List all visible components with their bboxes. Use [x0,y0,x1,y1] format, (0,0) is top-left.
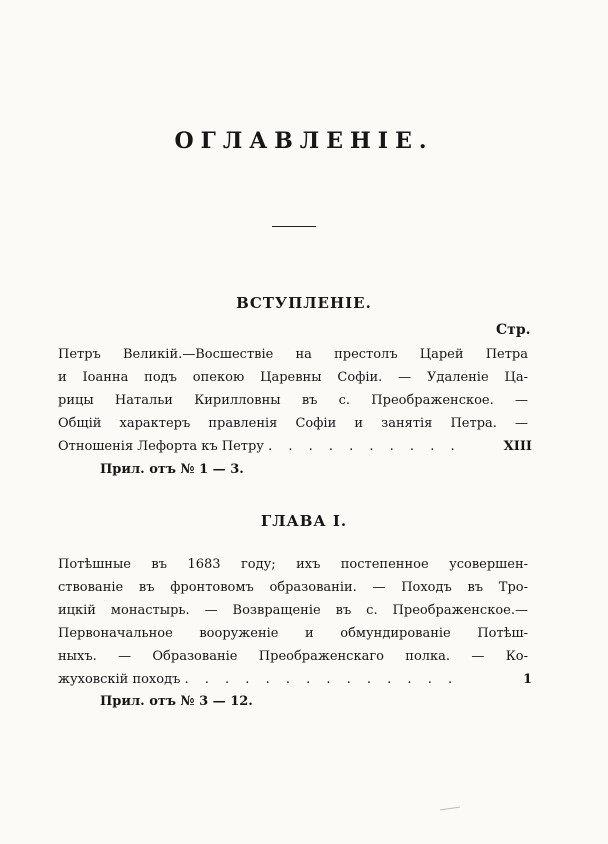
toc-entry-last-line [58,435,532,458]
section-heading-chapter-1: ГЛАВА І. [260,512,348,530]
toc-entry-line: Отношенія Лефорта къ Петру [58,439,264,454]
toc-entry-line: Потѣшные въ 1683 году; ихъ постепенное усовершен- [58,557,528,572]
appendix-reference: Прил. отъ № 1 — 3. [100,462,244,477]
scan-mark [440,807,460,811]
section-heading-introduction: ВСТУПЛЕНІЕ. [236,294,372,312]
page-column-label: Стр. [496,322,531,338]
toc-page-number: XIII [503,439,532,454]
toc-entry-chapter-1 [58,553,532,691]
leader-dots: . . . . . . . . . . . . . . [184,672,459,687]
toc-entry-line: ныхъ. — Образованіе Преображенскаго полка. — Ко- [58,649,528,664]
leader-dots: . . . . . . . . . . [268,439,461,454]
toc-entry-line: и Іоанна подъ опекою Царевны Софіи. — Удаленіе Ца- [58,370,528,385]
toc-entry-line: ицкій монастырь. — Возвращеніе въ с. Преображенское.— [58,603,528,618]
appendix-reference: Прил. отъ № 3 — 12. [100,694,253,709]
toc-entry-line: Петръ Великій.—Восшествіе на престолъ Царей Петра [58,347,528,362]
toc-entry-line: Первоначальное вооруженіе и обмундированіе Потѣш- [58,626,528,641]
toc-entry-line: рицы Натальи Кирилловны въ с. Преображенское. — [58,393,528,408]
title-divider [272,226,316,227]
toc-entry-introduction [58,343,532,458]
toc-entry-line: ствованіе въ фронтовомъ образованіи. — Походъ въ Тро- [58,580,528,595]
toc-entry-last-line [58,668,532,691]
toc-entry-line: Общій характеръ правленія Софіи и занятія Петра. — [58,416,528,431]
toc-page-number: 1 [522,672,532,687]
page-title: ОГЛАВЛЕНІЕ. [174,128,434,154]
toc-entry-line: жуховскій походъ [58,672,181,687]
